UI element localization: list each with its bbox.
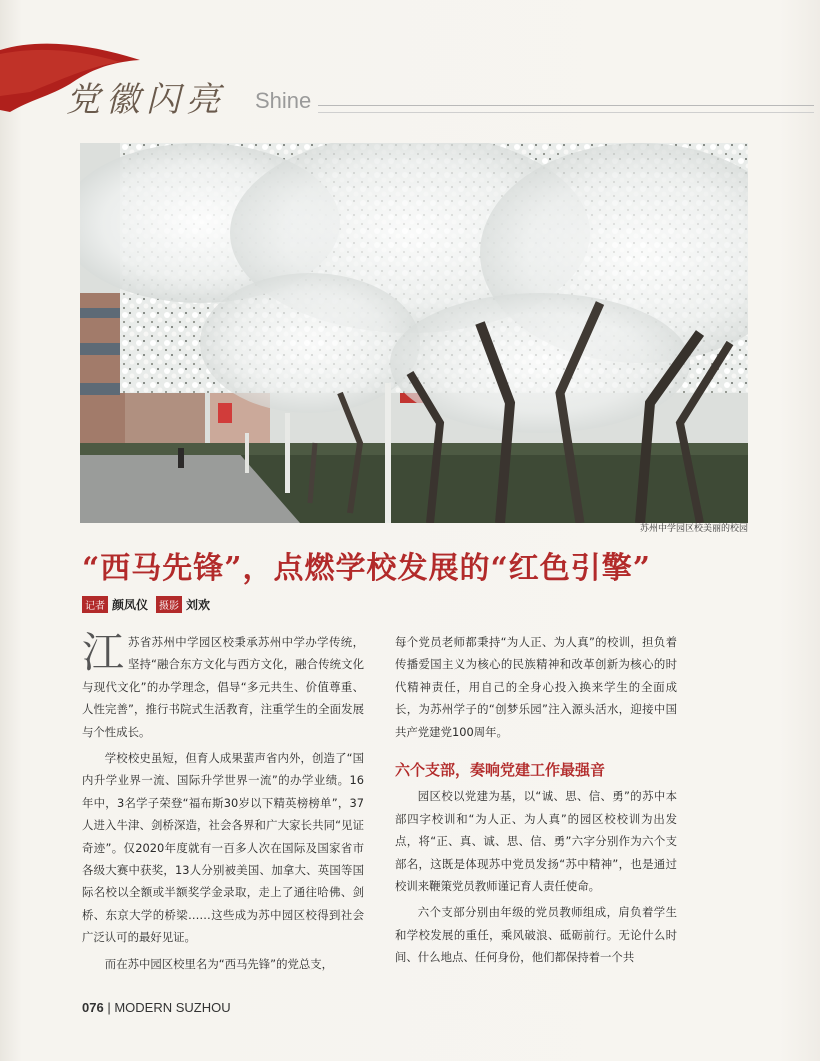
column-title: 党徽闪亮 — [66, 80, 226, 120]
paragraph: 园区校以党建为基，以“诚、思、信、勇”的苏中本部四字校训和“为人正、为人真”的园区校校训为出发点，将“正、真、诚、思、信、勇”六字分别作为六个支部名，这既是体现苏中党员发扬“苏中精神”，也是通过校训来鞭策党员教师谨记育人责任使命。 — [395, 789, 677, 894]
campus-photo — [80, 143, 748, 523]
reporter-tag: 记者 — [82, 596, 108, 613]
photographer-tag: 摄影 — [156, 596, 182, 613]
article-column-right — [395, 631, 677, 969]
paragraph: 每个党员老师都秉持“为人正、为人真”的校训，担负着传播爱国主义为核心的民族精神和改革创新为核心的时代精神责任，用自己的全身心投入换来学生的全面成长，为苏州学子的“创梦乐园”注入源头活水，迎接中国共产党建党100周年。 — [395, 635, 677, 739]
paragraph: 而在苏中园区校里名为“西马先锋”的党总支， — [104, 956, 334, 971]
column-rule — [318, 105, 814, 113]
paragraph: 六个支部分别由年级的党员教师组成，肩负着学生和学校发展的重任，乘风破浪、砥砺前行。无论什么时间、什么地点、任何身份，他们都保持着一个共 — [395, 905, 677, 965]
photo-caption: 苏州中学园区校美丽的校园 — [639, 524, 748, 534]
column-title-en: Shine — [255, 88, 312, 113]
section-subheading: 六个支部，奏响党建工作最强音 — [395, 761, 606, 780]
article-headline: “西马先锋”，点燃学校发展的“红色引擎” — [82, 551, 652, 586]
article-column-left — [82, 628, 364, 975]
reporter-name: 颜凤仪 — [112, 598, 149, 612]
paragraph: 江苏省苏州中学园区校秉承苏州中学办学传统，坚持“融合东方文化与西方文化，融合传统文化与现代文化”的办学理念，倡导“多元共生、价值尊重、人性完善”，推行书院式生活教育，注重学生的全面发展与个性成长。 — [82, 628, 364, 739]
magazine-name: MODERN SUZHOU — [114, 1000, 231, 1015]
drop-cap: 江 — [82, 628, 125, 677]
page-footer — [82, 1000, 231, 1015]
footer-separator: | — [103, 1000, 115, 1015]
page-number: 076 — [82, 1000, 104, 1015]
paragraph: 学校校史虽短，但育人成果蜚声省内外，创造了“国内升学业界一流、国际升学世界一流”的办学业绩。16年中，3名学子荣登“福布斯30岁以下精英榜榜单”，37人进入牛津、剑桥深造，社会各界和广大家长共同“见证奇迹”。仅2020年度就有一百多人次在国际及国家省市各级大赛中获奖，13人分别被美国、加拿大、英国等国际名校以全额或半额奖学金录取，走上了通往哈佛、剑桥、东京大学的桥梁……这些成为苏中园区校得到社会广泛认可的最好见证。 — [82, 751, 364, 945]
byline — [82, 596, 214, 613]
photographer-name: 刘欢 — [186, 598, 211, 612]
